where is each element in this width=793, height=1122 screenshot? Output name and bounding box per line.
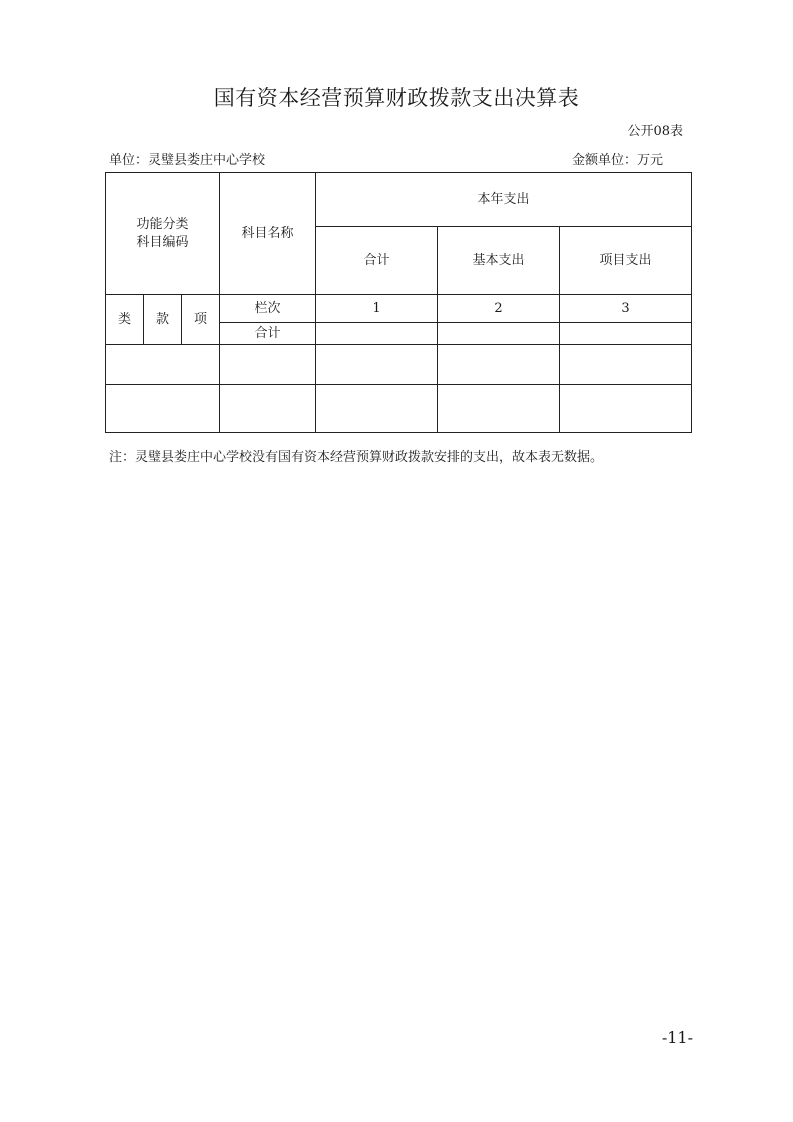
header-project-expenditure: 项目支出 [560, 227, 692, 295]
empty-cell [316, 385, 438, 433]
empty-cell [438, 345, 560, 385]
row-total-sum [316, 323, 438, 345]
empty-cell [560, 345, 692, 385]
col-xiang: 项 [182, 295, 220, 345]
empty-cell [220, 345, 316, 385]
table-row [106, 385, 692, 433]
col-index-2: 2 [438, 295, 560, 323]
unit-label: 单位：灵璧县娄庄中心学校 [109, 153, 266, 168]
header-function-code [106, 173, 220, 295]
empty-cell [560, 385, 692, 433]
col-index-3: 3 [560, 295, 692, 323]
page-title: 国有资本经营预算财政拨款支出决算表 [213, 86, 580, 110]
row-total-project [560, 323, 692, 345]
table-row [106, 345, 692, 385]
header-subject-name: 科目名称 [220, 173, 316, 295]
empty-cell [106, 385, 220, 433]
col-lei: 类 [106, 295, 144, 345]
expenditure-table-container [105, 172, 691, 434]
header-function-code-line2: 科目编码 [136, 234, 189, 250]
amount-unit-label: 金额单位：万元 [571, 153, 663, 168]
col-index-1: 1 [316, 295, 438, 323]
col-kuan: 款 [144, 295, 182, 345]
row-total-basic [438, 323, 560, 345]
header-basic-expenditure: 基本支出 [438, 227, 560, 295]
form-code: 公开08表 [627, 124, 683, 139]
header-current-year-expenditure: 本年支出 [316, 173, 692, 227]
empty-cell [438, 385, 560, 433]
empty-cell [106, 345, 220, 385]
expenditure-table [105, 172, 692, 433]
row-total-label: 合计 [220, 323, 316, 345]
page-number: -11- [661, 1028, 693, 1047]
empty-cell [316, 345, 438, 385]
empty-cell [220, 385, 316, 433]
header-total: 合计 [316, 227, 438, 295]
footnote: 注：灵璧县娄庄中心学校没有国有资本经营预算财政拨款安排的支出，故本表无数据。 [109, 450, 604, 465]
header-function-code-line1: 功能分类 [136, 216, 189, 232]
row-lanci-label: 栏次 [220, 295, 316, 323]
